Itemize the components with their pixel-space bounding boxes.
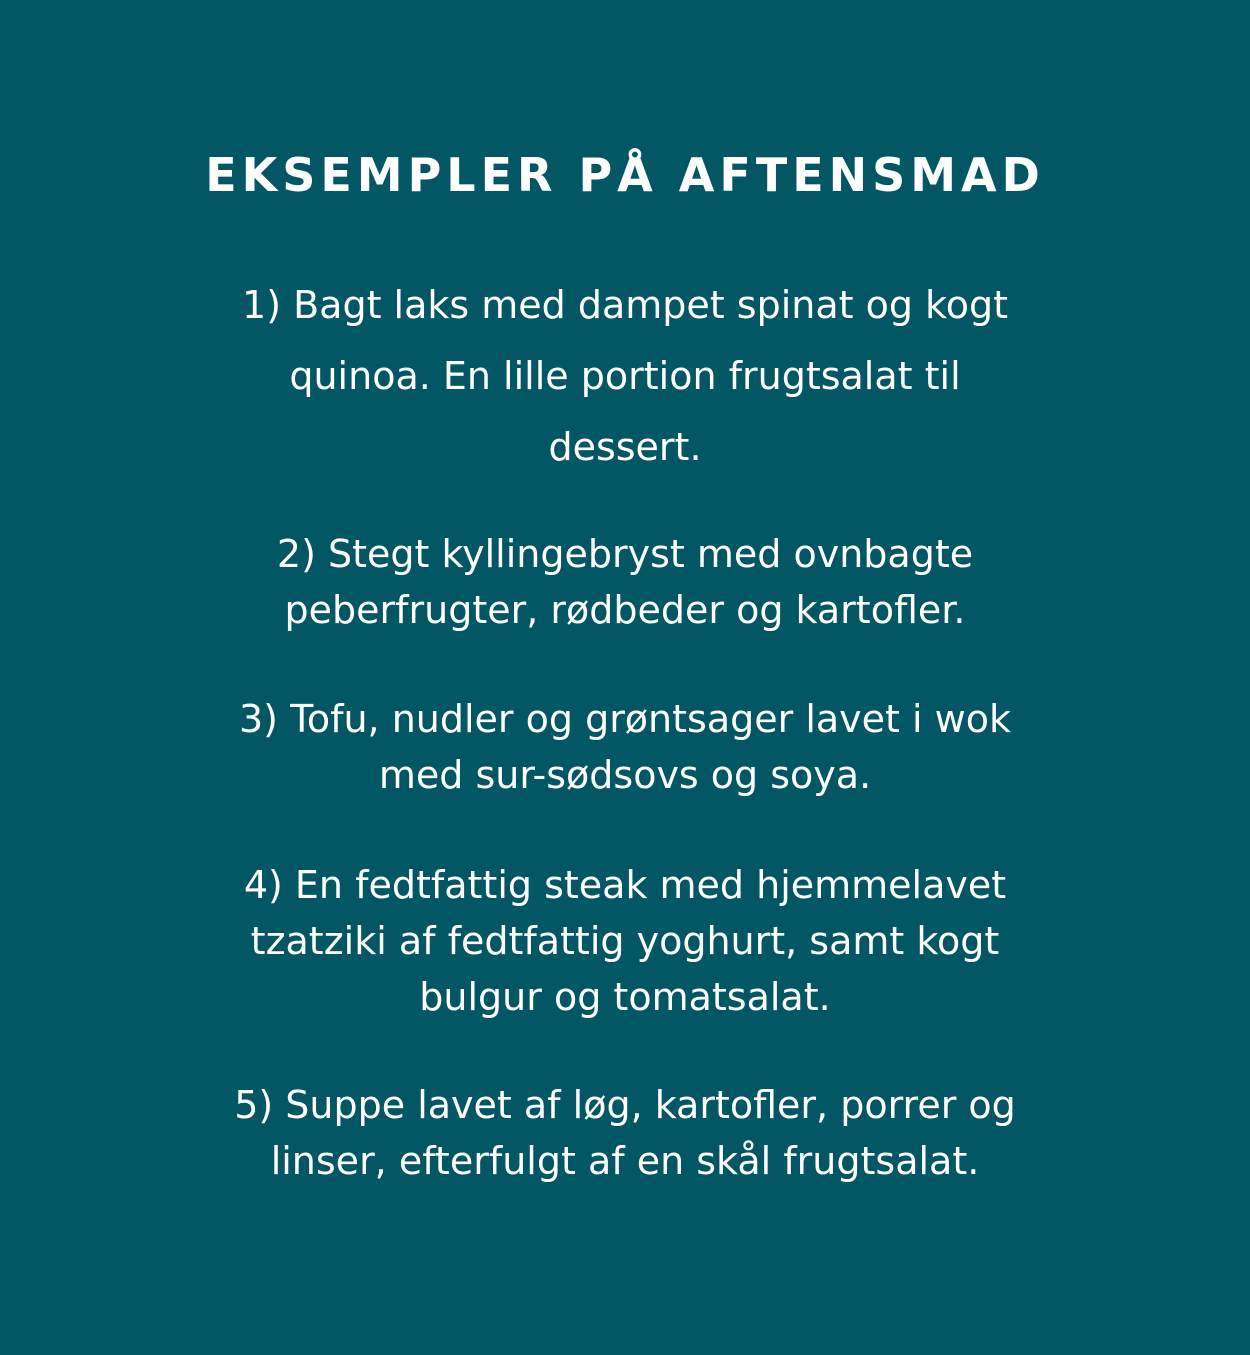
list-item-5-line-2: linser, efterfulgt af en skål frugtsalat. (270, 1139, 980, 1183)
list-item-3-line-1: 3) Tofu, nudler og grøntsager lavet i wok (238, 697, 1011, 741)
list-item-1-line-2: quinoa. En lille portion frugtsalat til (289, 354, 961, 398)
list-item-3-line-2: med sur-sødsovs og soya. (378, 753, 872, 797)
list-item-1-line-1: 1) Bagt laks med dampet spinat og kogt (242, 283, 1008, 327)
list-item-3 (150, 691, 1100, 803)
list-item-1 (150, 270, 1100, 483)
list-item-2 (150, 526, 1100, 638)
list-item-5 (150, 1077, 1100, 1189)
list-item-5-line-1: 5) Suppe lavet af løg, kartofler, porrer og (234, 1083, 1016, 1127)
list-item-2-line-1: 2) Stegt kyllingebryst med ovnbagte (276, 532, 974, 576)
list-item-4-line-1: 4) En fedtfattig steak med hjemmelavet (243, 863, 1007, 907)
page-title: EKSEMPLER PÅ AFTENSMAD (205, 148, 1045, 202)
list-item-4 (150, 857, 1100, 1025)
list-item-4-line-2: tzatziki af fedtfattig yoghurt, samt kogt (250, 919, 1000, 963)
list-item-1-line-3: dessert. (548, 425, 702, 469)
list-item-4-line-3: bulgur og tomatsalat. (419, 975, 831, 1019)
list-item-2-line-2: peberfrugter, rødbeder og kartofler. (284, 588, 966, 632)
